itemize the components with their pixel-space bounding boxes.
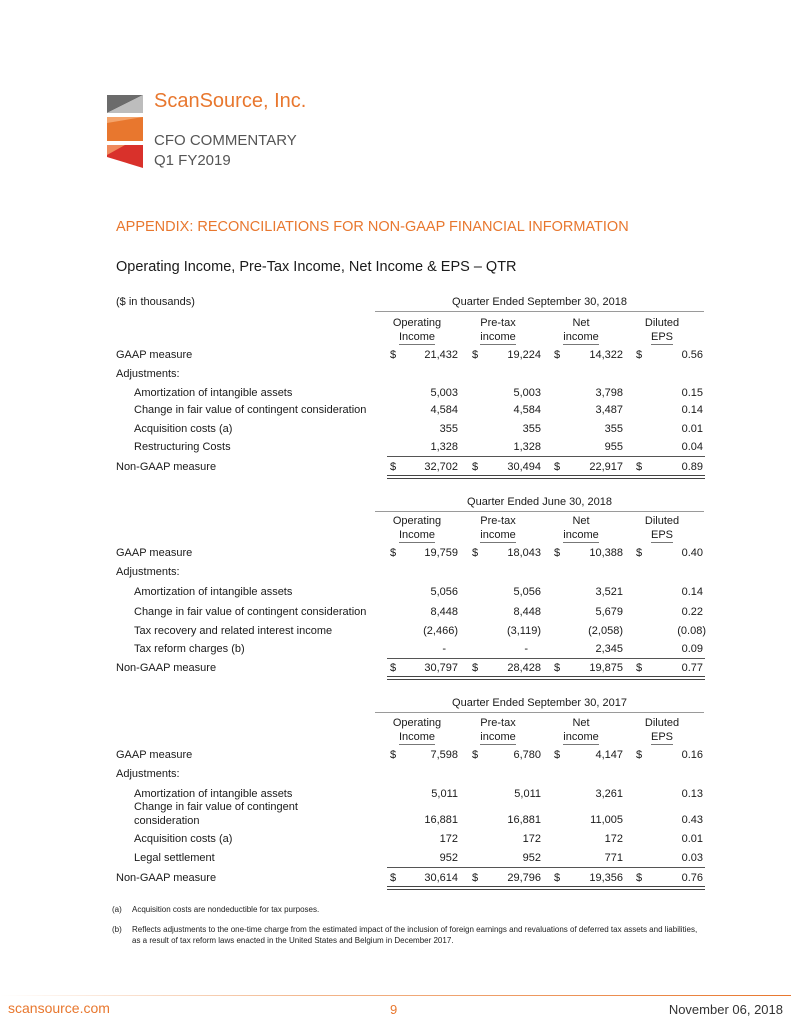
col-diluted-eps: Diluted EPS bbox=[644, 515, 680, 541]
currency-symbol: $ bbox=[554, 461, 561, 473]
row-label: Non-GAAP measure bbox=[116, 662, 217, 674]
col-operating-income: Operating Income bbox=[392, 317, 442, 343]
cell-diluted-eps: (0.08) bbox=[677, 625, 706, 637]
col-diluted-eps: Diluted EPS bbox=[644, 717, 680, 743]
cell-operating-income: 21,432 bbox=[424, 349, 458, 361]
table-row bbox=[116, 562, 705, 582]
row-label: Change in fair value of contingent consideration bbox=[134, 404, 367, 416]
cell-pretax-income: 6,780 bbox=[513, 749, 541, 761]
table-row bbox=[116, 419, 705, 439]
cell-diluted-eps: 0.13 bbox=[681, 788, 703, 800]
row-label: Amortization of intangible assets bbox=[134, 788, 293, 800]
cell-diluted-eps: 0.56 bbox=[681, 349, 703, 361]
row-label: Acquisition costs (a) bbox=[134, 423, 233, 435]
currency-symbol: $ bbox=[554, 662, 561, 674]
cell-net-income: 3,798 bbox=[595, 387, 623, 399]
cell-operating-income: 32,702 bbox=[424, 461, 458, 473]
cell-net-income: 14,322 bbox=[589, 349, 623, 361]
table-row bbox=[116, 621, 705, 641]
currency-symbol: $ bbox=[390, 749, 397, 761]
cell-pretax-income: 4,584 bbox=[513, 404, 541, 416]
row-label: Change in fair value of contingent consideration bbox=[134, 606, 367, 618]
cell-pretax-income: 18,043 bbox=[507, 547, 541, 559]
cell-pretax-income: 5,003 bbox=[513, 387, 541, 399]
table-row bbox=[116, 400, 705, 420]
currency-symbol: $ bbox=[390, 662, 397, 674]
total-double-rule bbox=[387, 676, 705, 680]
cell-operating-income: - bbox=[442, 643, 446, 655]
cell-operating-income: 355 bbox=[439, 423, 458, 435]
row-label: Tax recovery and related interest income bbox=[134, 625, 333, 637]
cell-net-income: 10,388 bbox=[589, 547, 623, 559]
cell-diluted-eps: 0.03 bbox=[681, 852, 703, 864]
cell-diluted-eps: 0.77 bbox=[681, 662, 703, 674]
cell-net-income: 3,487 bbox=[595, 404, 623, 416]
cell-operating-income: 19,759 bbox=[424, 547, 458, 559]
cell-pretax-income: 5,011 bbox=[514, 788, 541, 800]
cell-operating-income: 5,056 bbox=[430, 586, 458, 598]
cell-diluted-eps: 0.43 bbox=[681, 814, 703, 826]
currency-symbol: $ bbox=[636, 662, 643, 674]
cell-operating-income: 7,598 bbox=[430, 749, 458, 761]
row-label: Adjustments: bbox=[116, 368, 180, 380]
footnote-text: Reflects adjustments to the one-time charge from the estimated impact of the inclusion of foreign earnings and revaluations of deferred tax assets and liabilities, as a result of tax reform laws enacted in the United States and Belgium in December 2017. bbox=[132, 925, 698, 945]
table-row bbox=[116, 829, 705, 849]
cell-operating-income: 30,614 bbox=[424, 872, 458, 884]
row-label: Acquisition costs (a) bbox=[134, 833, 233, 845]
table-row bbox=[116, 457, 705, 477]
cell-net-income: 19,356 bbox=[589, 872, 623, 884]
cell-operating-income: 5,003 bbox=[430, 387, 458, 399]
cell-operating-income: 1,328 bbox=[430, 441, 458, 453]
currency-symbol: $ bbox=[554, 349, 561, 361]
cell-pretax-income: 28,428 bbox=[507, 662, 541, 674]
cell-net-income: 11,005 bbox=[590, 814, 623, 826]
table-row bbox=[116, 801, 705, 830]
cell-operating-income: 8,448 bbox=[430, 606, 458, 618]
cell-pretax-income: (3,119) bbox=[506, 625, 541, 637]
cell-diluted-eps: 0.04 bbox=[681, 441, 703, 453]
col-net-income: Net income bbox=[563, 317, 599, 343]
row-label: Adjustments: bbox=[116, 768, 180, 780]
currency-symbol: $ bbox=[472, 872, 479, 884]
page-number: 9 bbox=[390, 1002, 398, 1017]
cell-operating-income: 5,011 bbox=[431, 788, 458, 800]
table-row bbox=[116, 868, 705, 888]
footnote-b bbox=[112, 924, 702, 946]
cell-pretax-income: - bbox=[524, 643, 528, 655]
footer-date: November 06, 2018 bbox=[668, 1002, 783, 1017]
currency-symbol: $ bbox=[636, 461, 643, 473]
row-label: Adjustments: bbox=[116, 566, 180, 578]
scansource-logo bbox=[107, 95, 143, 168]
cell-diluted-eps: 0.14 bbox=[681, 586, 703, 598]
row-label: Tax reform charges (b) bbox=[134, 643, 245, 655]
table-row bbox=[116, 582, 705, 602]
footnote-a bbox=[112, 904, 702, 915]
row-label: GAAP measure bbox=[116, 349, 193, 361]
currency-symbol: $ bbox=[390, 547, 397, 559]
cell-diluted-eps: 0.01 bbox=[681, 423, 703, 435]
cell-net-income: 355 bbox=[604, 423, 623, 435]
currency-symbol: $ bbox=[472, 662, 479, 674]
table-row bbox=[116, 658, 705, 678]
table-row bbox=[116, 764, 705, 784]
total-double-rule bbox=[387, 886, 705, 890]
cell-net-income: 771 bbox=[604, 852, 623, 864]
table-row bbox=[116, 602, 705, 622]
cell-net-income: (2,058) bbox=[588, 625, 623, 637]
col-net-income: Net income bbox=[563, 515, 599, 541]
cell-diluted-eps: 0.15 bbox=[681, 387, 703, 399]
doc-period: Q1 FY2019 bbox=[154, 152, 231, 169]
table1-period: Quarter Ended September 30, 2018 bbox=[375, 296, 704, 312]
row-label: Non-GAAP measure bbox=[116, 872, 217, 884]
cell-operating-income: (2,466) bbox=[423, 625, 458, 637]
currency-symbol: $ bbox=[472, 749, 479, 761]
row-label: GAAP measure bbox=[116, 547, 193, 559]
currency-symbol: $ bbox=[554, 547, 561, 559]
table-row bbox=[116, 345, 705, 365]
row-label: Non-GAAP measure bbox=[116, 461, 217, 473]
cell-operating-income: 952 bbox=[439, 852, 458, 864]
units-label: ($ in thousands) bbox=[116, 296, 195, 308]
footer-website: scansource.com bbox=[8, 1000, 110, 1016]
cell-operating-income: 172 bbox=[439, 833, 458, 845]
row-label: Restructuring Costs bbox=[134, 441, 231, 453]
total-double-rule bbox=[387, 475, 705, 479]
currency-symbol: $ bbox=[636, 872, 643, 884]
currency-symbol: $ bbox=[636, 349, 643, 361]
cell-diluted-eps: 0.16 bbox=[681, 749, 703, 761]
currency-symbol: $ bbox=[472, 349, 479, 361]
cell-pretax-income: 30,494 bbox=[507, 461, 541, 473]
currency-symbol: $ bbox=[390, 461, 397, 473]
cell-net-income: 5,679 bbox=[595, 606, 623, 618]
cell-pretax-income: 19,224 bbox=[507, 349, 541, 361]
table-row bbox=[116, 437, 705, 457]
col-operating-income: Operating Income bbox=[392, 515, 442, 541]
company-name: ScanSource, Inc. bbox=[154, 90, 307, 112]
table3-period: Quarter Ended September 30, 2017 bbox=[375, 697, 704, 713]
footnote-marker: (b) bbox=[112, 925, 122, 934]
currency-symbol: $ bbox=[554, 749, 561, 761]
row-label: Change in fair value of contingent bbox=[134, 801, 298, 813]
col-pretax-income: Pre-tax income bbox=[480, 317, 516, 343]
table2-period: Quarter Ended June 30, 2018 bbox=[375, 496, 704, 512]
row-label: Amortization of intangible assets bbox=[134, 586, 293, 598]
cell-diluted-eps: 0.89 bbox=[681, 461, 703, 473]
cell-pretax-income: 29,796 bbox=[507, 872, 541, 884]
cell-net-income: 3,521 bbox=[595, 586, 623, 598]
col-pretax-income: Pre-tax income bbox=[480, 717, 516, 743]
table-row bbox=[116, 639, 705, 659]
currency-symbol: $ bbox=[472, 547, 479, 559]
appendix-title: APPENDIX: RECONCILIATIONS FOR NON-GAAP FINANCIAL INFORMATION bbox=[116, 219, 629, 235]
table-row bbox=[116, 543, 705, 563]
row-label: Amortization of intangible assets bbox=[134, 387, 293, 399]
currency-symbol: $ bbox=[636, 749, 643, 761]
cell-pretax-income: 355 bbox=[522, 423, 541, 435]
currency-symbol: $ bbox=[554, 872, 561, 884]
table-row bbox=[116, 745, 705, 765]
cell-net-income: 172 bbox=[604, 833, 623, 845]
table-row bbox=[116, 364, 705, 384]
cell-net-income: 4,147 bbox=[595, 749, 623, 761]
row-label: Legal settlement bbox=[134, 852, 215, 864]
cell-net-income: 955 bbox=[604, 441, 623, 453]
cell-operating-income: 30,797 bbox=[424, 662, 458, 674]
cell-pretax-income: 952 bbox=[522, 852, 541, 864]
cell-net-income: 3,261 bbox=[595, 788, 623, 800]
currency-symbol: $ bbox=[472, 461, 479, 473]
cell-net-income: 19,875 bbox=[589, 662, 623, 674]
currency-symbol: $ bbox=[390, 349, 397, 361]
cell-operating-income: 4,584 bbox=[430, 404, 458, 416]
table-row bbox=[116, 848, 705, 868]
cell-pretax-income: 8,448 bbox=[513, 606, 541, 618]
cell-pretax-income: 5,056 bbox=[513, 586, 541, 598]
col-pretax-income: Pre-tax income bbox=[480, 515, 516, 541]
col-operating-income: Operating Income bbox=[392, 717, 442, 743]
section-title: Operating Income, Pre-Tax Income, Net Income & EPS – QTR bbox=[116, 259, 517, 275]
footer-rule bbox=[0, 995, 791, 996]
footnote-text: Acquisition costs are nondeductible for tax purposes. bbox=[132, 905, 320, 914]
cell-pretax-income: 1,328 bbox=[513, 441, 541, 453]
currency-symbol: $ bbox=[390, 872, 397, 884]
cell-diluted-eps: 0.01 bbox=[681, 833, 703, 845]
cell-operating-income: 16,881 bbox=[424, 814, 458, 826]
cell-diluted-eps: 0.76 bbox=[681, 872, 703, 884]
cell-net-income: 22,917 bbox=[589, 461, 623, 473]
footnote-marker: (a) bbox=[112, 905, 122, 914]
currency-symbol: $ bbox=[636, 547, 643, 559]
col-diluted-eps: Diluted EPS bbox=[644, 317, 680, 343]
cell-diluted-eps: 0.40 bbox=[681, 547, 703, 559]
doc-title: CFO COMMENTARY bbox=[154, 132, 297, 149]
cell-net-income: 2,345 bbox=[595, 643, 623, 655]
cell-diluted-eps: 0.09 bbox=[681, 643, 703, 655]
cell-pretax-income: 172 bbox=[522, 833, 541, 845]
col-net-income: Net income bbox=[563, 717, 599, 743]
cell-diluted-eps: 0.14 bbox=[681, 404, 703, 416]
cell-diluted-eps: 0.22 bbox=[681, 606, 703, 618]
row-label: GAAP measure bbox=[116, 749, 193, 761]
row-label-continued: consideration bbox=[134, 815, 200, 827]
cell-pretax-income: 16,881 bbox=[507, 814, 541, 826]
